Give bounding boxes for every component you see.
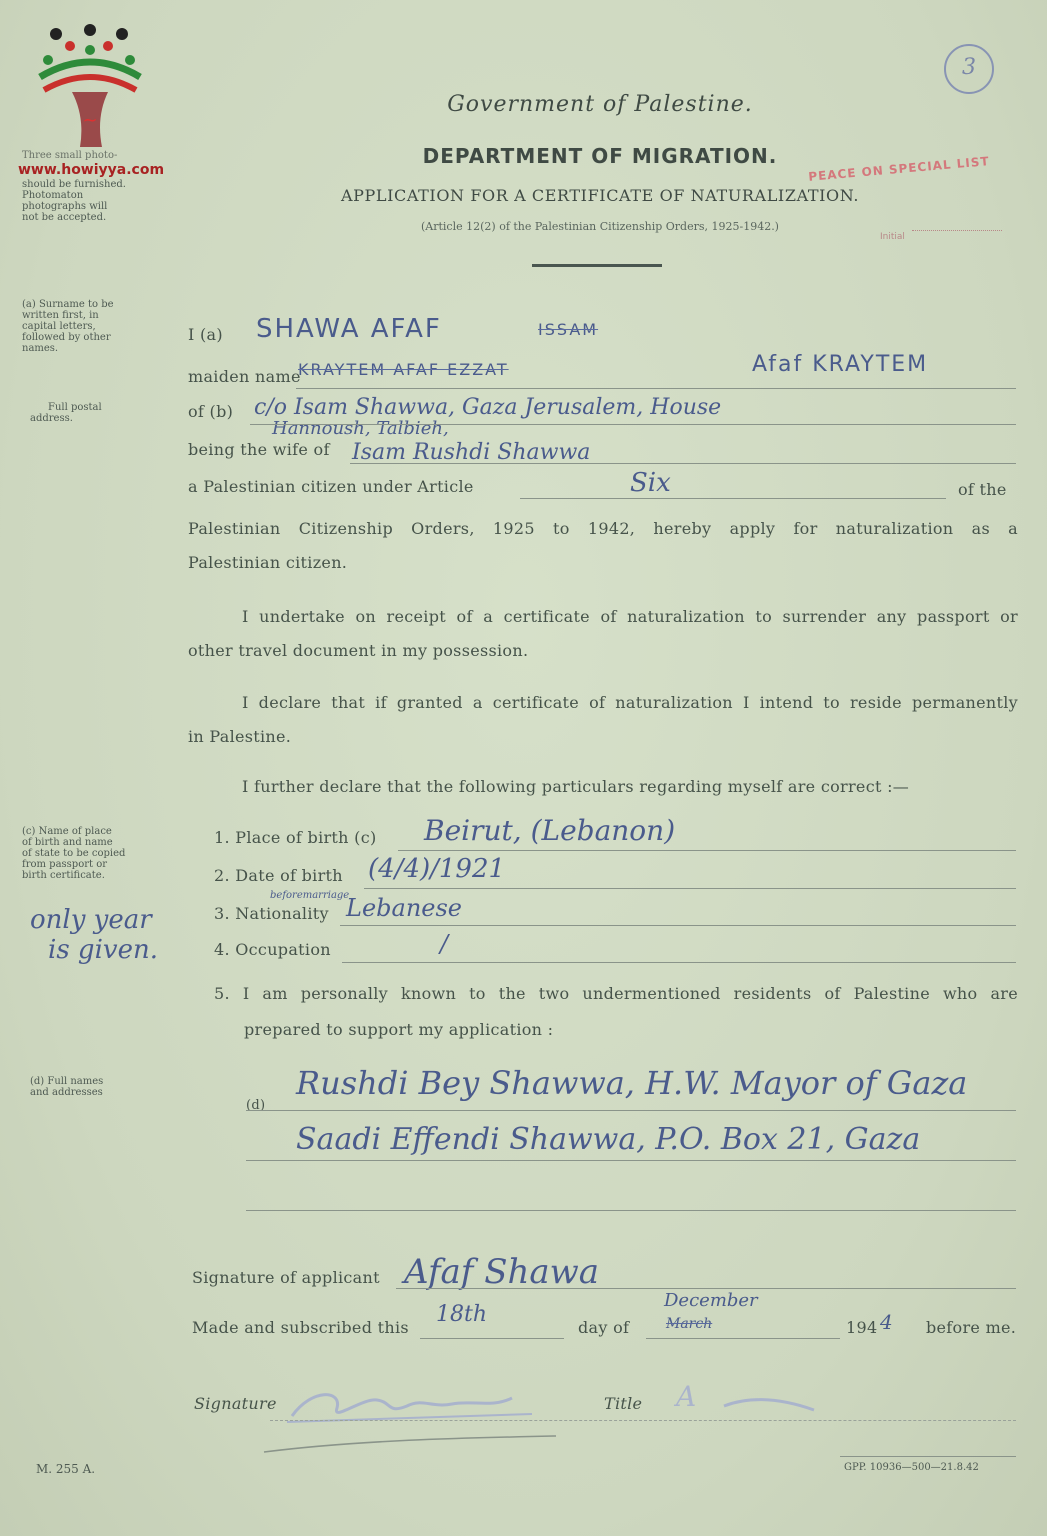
occupation-label: 4. Occupation [214, 940, 331, 959]
article-line [520, 498, 946, 499]
place-of-birth-label: 1. Place of birth (c) [214, 828, 377, 847]
i-label: I (a) [188, 325, 223, 344]
place-of-birth: Beirut, (Lebanon) [424, 814, 676, 847]
side-note-birth: (c) Name of place of birth and name of state to be copied from passport or birth certificate. [22, 826, 126, 881]
form-title: APPLICATION FOR A CERTIFICATE OF NATURALIZATION. [340, 186, 860, 205]
applicant-signature: Afaf Shawa [404, 1252, 600, 1292]
maiden-struck: KRAYTEM AFAF EZZAT [298, 360, 509, 379]
reference-2-line [246, 1160, 1016, 1161]
month-value: December [664, 1290, 758, 1311]
maiden-line [296, 388, 1016, 389]
of-the-label: of the [958, 480, 1007, 499]
paragraph-apply: Palestinian Citizenship Orders, 1925 to 1942, hereby apply for naturalization as a Palestinian citizen. [188, 519, 1018, 572]
side-note-references: (d) Full names and addresses [30, 1076, 104, 1098]
title-value: A [676, 1380, 697, 1413]
stamp-initial: Initial [880, 232, 905, 242]
official-signature-scribble [282, 1378, 542, 1432]
made-label: Made and subscribed this [192, 1318, 409, 1337]
side-note-postal: Full postal address. [30, 402, 102, 424]
address-line2: Hannoush, Talbieh, [272, 418, 449, 439]
occupation-line [342, 962, 1016, 963]
footer-rule [840, 1456, 1016, 1457]
maiden-label: maiden name [188, 367, 301, 386]
applicant-name: SHAWA AFAF [256, 314, 442, 344]
nationality-note: beforemarriage [270, 890, 350, 901]
month-line [646, 1338, 840, 1339]
address-line1: c/o Isam Shawwa, Gaza Jerusalem, House [254, 395, 722, 420]
reference-3-line [246, 1210, 1016, 1211]
form-subtitle: (Article 12(2) of the Palestinian Citizenship Orders, 1925-1942.) [421, 220, 779, 233]
svg-text:~: ~ [82, 110, 98, 131]
year-digit: 4 [880, 1310, 893, 1334]
nationality-label: 3. Nationality [214, 904, 329, 923]
day-of-label: day of [578, 1318, 630, 1337]
day-value: 18th [436, 1302, 488, 1327]
logo [30, 22, 150, 162]
paragraph-particulars: I further declare that the following particulars regarding myself are correct :— [242, 777, 910, 796]
department-heading: DEPARTMENT OF MIGRATION. [422, 144, 778, 168]
government-heading: Government of Palestine. [447, 92, 753, 117]
year-prefix: 194 [846, 1318, 878, 1337]
struck-name: ISSAM [538, 320, 599, 339]
day-line [420, 1338, 564, 1339]
article-number: Six [630, 468, 671, 498]
before-me-label: before me. [926, 1318, 1017, 1337]
husband-name: Isam Rushdi Shawwa [352, 440, 591, 465]
page-number-circle: 3 [944, 44, 994, 94]
side-note-surname: (a) Surname to be written first, in capital letters, followed by other names. [22, 299, 114, 354]
date-of-birth: (4/4)/1921 [368, 854, 506, 884]
wife-label: being the wife of [188, 440, 330, 459]
references-label: (d) [246, 1098, 266, 1113]
nationality-line [340, 925, 1016, 926]
side-note-photos: Three small photo- should be furnished. Photomaton photographs will not be accepted. [22, 150, 126, 223]
applicant-signature-label: Signature of applicant [192, 1268, 380, 1287]
known-residents-label: 5. I am personally known to the two undermentioned residents of Palestine who are prepared to support my application : [214, 984, 1018, 1039]
handwritten-side-note: only year is given. [30, 905, 158, 965]
reference-1-line [246, 1110, 1016, 1111]
citizen-label: a Palestinian citizen under Article [188, 477, 474, 496]
form-number: M. 255 A. [36, 1462, 96, 1476]
address-label: of (b) [188, 402, 234, 421]
reference-2: Saadi Effendi Shawwa, P.O. Box 21, Gaza [296, 1122, 921, 1157]
title-scribble [720, 1392, 820, 1420]
maiden-name: Afaf KRAYTEM [752, 352, 929, 377]
special-list-stamp: PEACE ON SPECIAL LIST [807, 154, 991, 184]
title-label: Title [604, 1394, 643, 1413]
dob-line [364, 888, 1016, 889]
paragraph-reside: I declare that if granted a certificate of naturalization I intend to reside permanently in Palestine. [188, 693, 1018, 746]
reference-1: Rushdi Bey Shawwa, H.W. Mayor of Gaza [296, 1064, 968, 1102]
nationality: Lebanese [346, 894, 462, 922]
month-struck: March [666, 1316, 713, 1332]
logo-url[interactable]: www.howiyya.com [18, 162, 165, 178]
official-underline-curve [260, 1428, 560, 1462]
paragraph-passport: I undertake on receipt of a certificate of naturalization to surrender any passport or other travel document in my possession. [188, 607, 1018, 660]
tree-people-logo-icon [30, 22, 150, 162]
official-line [270, 1420, 1016, 1421]
stamp-dotted-line [912, 230, 1002, 231]
pob-line [398, 850, 1016, 851]
address-underline [250, 424, 1016, 425]
print-code: GPP. 10936—500—21.8.42 [844, 1462, 979, 1473]
occupation: / [440, 930, 449, 958]
date-of-birth-label: 2. Date of birth [214, 866, 343, 885]
official-signature-label: Signature [194, 1394, 277, 1413]
header-rule [532, 264, 662, 267]
wife-line [350, 463, 1016, 464]
signature-line [396, 1288, 1016, 1289]
